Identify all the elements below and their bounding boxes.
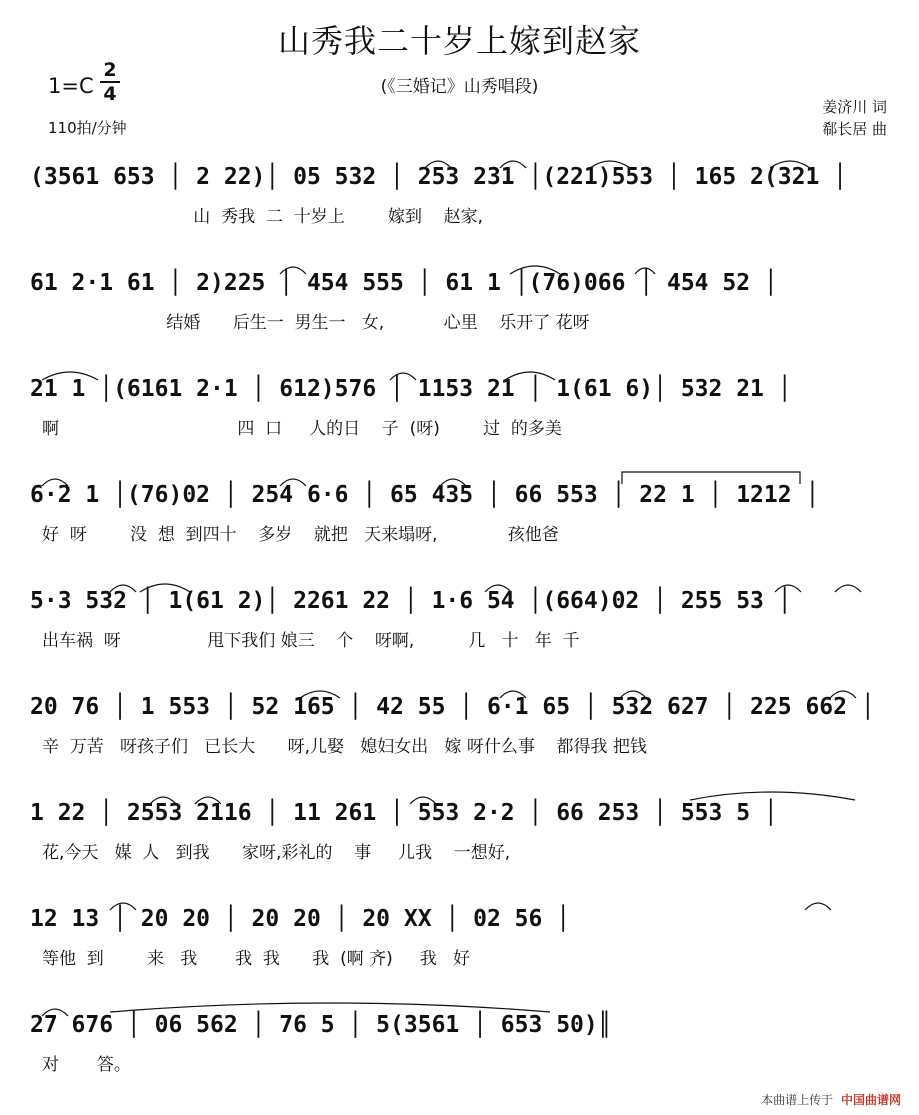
upload-credit-text: 本曲谱上传于	[761, 1093, 834, 1107]
page-subtitle: (《三婚记》山秀唱段)	[380, 77, 539, 97]
notation-line-1	[30, 150, 895, 210]
tempo-marking: 110拍/分钟	[48, 119, 127, 137]
key-signature: 1=C	[48, 74, 94, 98]
notation-line-3	[30, 362, 895, 422]
notation-text-1: (3561 653 │ 2 22)│ 05 532 │ 253 231 │(221)553 │ 165 2(321 │	[30, 164, 847, 190]
notation-line-9	[30, 998, 895, 1058]
time-signature-bottom: 4	[103, 83, 117, 105]
lyricist-credit: 姜济川 词	[822, 98, 887, 116]
notation-text-9: 27 676 │ 06 562 │ 76 5 │ 5(3561 │ 653 50)║	[30, 1012, 612, 1038]
lyric-line-5: 出车祸 呀 甩下我们 娘三 个 呀啊, 几 十 年 千	[42, 631, 580, 651]
notation-line-6	[30, 680, 895, 740]
notation-line-7	[30, 786, 895, 846]
notation-line-2	[30, 256, 895, 316]
notation-line-8	[30, 892, 895, 952]
upload-credit	[761, 1091, 901, 1108]
notation-text-7: 1 22 │ 2553 2116 │ 11 261 │ 553 2·2 │ 66 253 │ 553 5 │	[30, 800, 778, 826]
lyric-line-3: 啊 四 口 人的日 子 (呀) 过 的多美	[42, 419, 562, 439]
notation-text-4: 6·2 1 │(76)02 │ 254 6·6 │ 65 435 │ 66 553 │ 22 1 │ 1212 │	[30, 482, 820, 508]
lyric-line-9: 对 答。	[42, 1055, 131, 1075]
lyric-line-2: 结婚 后生一 男生一 女, 心里 乐开了 花呀	[42, 313, 590, 333]
notation-line-5	[30, 574, 895, 634]
lyric-line-7: 花,今天 媒 人 到我 家呀,彩礼的 事 儿我 一想好,	[42, 843, 511, 863]
page-title: 山秀我二十岁上嫁到赵家	[277, 22, 641, 60]
composer-credit: 郗长居 曲	[822, 120, 887, 138]
notation-text-8: 12 13 │ 20 20 │ 20 20 │ 20 XX │ 02 56 │	[30, 906, 571, 932]
time-signature	[100, 60, 120, 104]
notation-line-4	[30, 468, 895, 528]
notation-text-6: 20 76 │ 1 553 │ 52 165 │ 42 55 │ 6·1 65 │ 532 627 │ 225 662 │	[30, 694, 875, 720]
notation-text-5: 5·3 532 │ 1(61 2)│ 2261 22 │ 1·6 54 │(664)02 │ 255 53 │	[30, 588, 792, 614]
lyric-line-1: 山 秀我 二 十岁上 嫁到 赵家,	[42, 207, 483, 227]
notation-text-3: 21 1 │(6161 2·1 │ 612)576 │ 1153 21 │ 1(61 6)│ 532 21 │	[30, 376, 792, 402]
lyric-line-4: 好 呀 没 想 到四十 多岁 就把 天来塌呀, 孩他爸	[42, 525, 559, 545]
lyric-line-6: 辛 万苦 呀孩子们 已长大 呀,儿娶 媳妇女出 嫁 呀什么事 都得我 把钱	[42, 737, 647, 757]
site-logo: 中国曲谱网	[840, 1093, 901, 1107]
time-signature-top: 2	[103, 59, 117, 81]
lyric-line-8: 等他 到 来 我 我 我 我 (啊 齐) 我 好	[42, 949, 471, 969]
notation-text-2: 61 2·1 61 │ 2)225 │ 454 555 │ 61 1 │(76)066 │ 454 52 │	[30, 270, 778, 296]
